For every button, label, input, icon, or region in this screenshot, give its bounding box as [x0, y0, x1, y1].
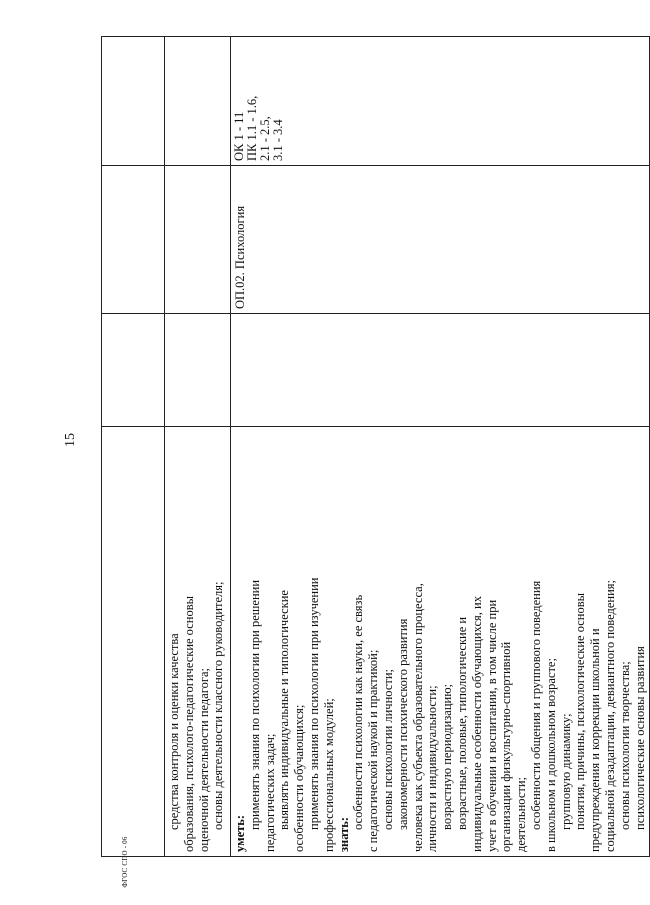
content-line: знать:: [336, 816, 351, 852]
content-line: оценочной деятельности педагога;: [196, 667, 211, 852]
cell-blank: [165, 166, 231, 314]
competency-code: ПК 1.1 - 1.6,: [245, 95, 259, 161]
content-line: образования, психолого-педагогические основы: [181, 595, 196, 852]
content-line: основы психологии личности;: [380, 668, 395, 830]
content-line: применять знания по психологии при изучении: [306, 577, 321, 830]
content-line: в школьном и дошкольном возрасте;: [543, 658, 558, 852]
table-row-empty-left: [102, 37, 165, 857]
competency-code: 3.1 - 3.4: [271, 119, 285, 161]
rotated-table: [101, 37, 647, 857]
content-line: психологические основы развития: [632, 646, 647, 830]
curriculum-table: [101, 36, 650, 857]
content-line: индивидуальные особенности обучающихся, их: [469, 596, 484, 852]
content-line: социальной дезадаптации, девиантного поведения;: [602, 580, 617, 852]
cell-blank: [102, 314, 165, 427]
content-line: основы деятельности классного руководителя;: [211, 581, 226, 830]
cell-blank: [165, 37, 231, 166]
cell-blank: [102, 37, 165, 166]
content-line: личности и индивидуальности;: [425, 685, 440, 852]
cell-blank: [102, 166, 165, 314]
content-line: организации физкультурно-спортивной: [499, 641, 514, 852]
content-line: особенности общения и группового поведения: [528, 580, 543, 830]
content-line: закономерности психического развития: [395, 618, 410, 830]
cell-content-main: [231, 427, 650, 857]
content-line: возрастные, половые, типологические и: [454, 616, 469, 830]
content-line: предупреждения и коррекции школьной и: [588, 628, 603, 852]
table-row-top: [165, 37, 231, 857]
content-line: понятия, причины, психологические основы: [573, 592, 588, 830]
competency-code: ОК 1 - 11: [232, 111, 246, 161]
cell-discipline: ОП.02. Психология: [231, 166, 650, 314]
content-line: человека как субъекта образовательного процесса,: [410, 583, 425, 852]
cell-blank: [165, 314, 231, 427]
cell-blank: [231, 314, 650, 427]
cell-competencies: [231, 37, 650, 166]
content-line: деятельности;: [514, 776, 529, 852]
content-line: с педагогической наукой и практикой;: [366, 649, 381, 852]
content-line: особенности обучающихся;: [292, 704, 307, 852]
cell-content-top: [165, 427, 231, 857]
content-line: профессиональных модулей;: [321, 698, 336, 852]
competency-code: 2.1 - 2.5,: [258, 116, 272, 161]
content-line: особенности психологии как науки, ее связь: [351, 594, 366, 830]
content-line: выявлять индивидуальные и типологические: [277, 590, 292, 830]
cell-blank: [102, 427, 165, 857]
footer-mark: ФГОС СПО - 06: [121, 836, 129, 888]
content-line: уметь:: [233, 814, 247, 852]
content-line: средства контроля и оценки качества: [167, 633, 181, 830]
content-line: групповую динамику;: [558, 713, 573, 830]
content-line: основы психологии творчества;: [617, 661, 632, 830]
content-line: учет в обучении и воспитании, в том числе при: [484, 599, 499, 852]
content-line: педагогических задач;: [262, 733, 277, 852]
table-row-main: [231, 37, 650, 857]
content-line: возрастную периодизацию;: [440, 683, 455, 830]
content-line: применять знания по психологии при решении: [247, 579, 262, 830]
page-number: 15: [63, 433, 78, 447]
